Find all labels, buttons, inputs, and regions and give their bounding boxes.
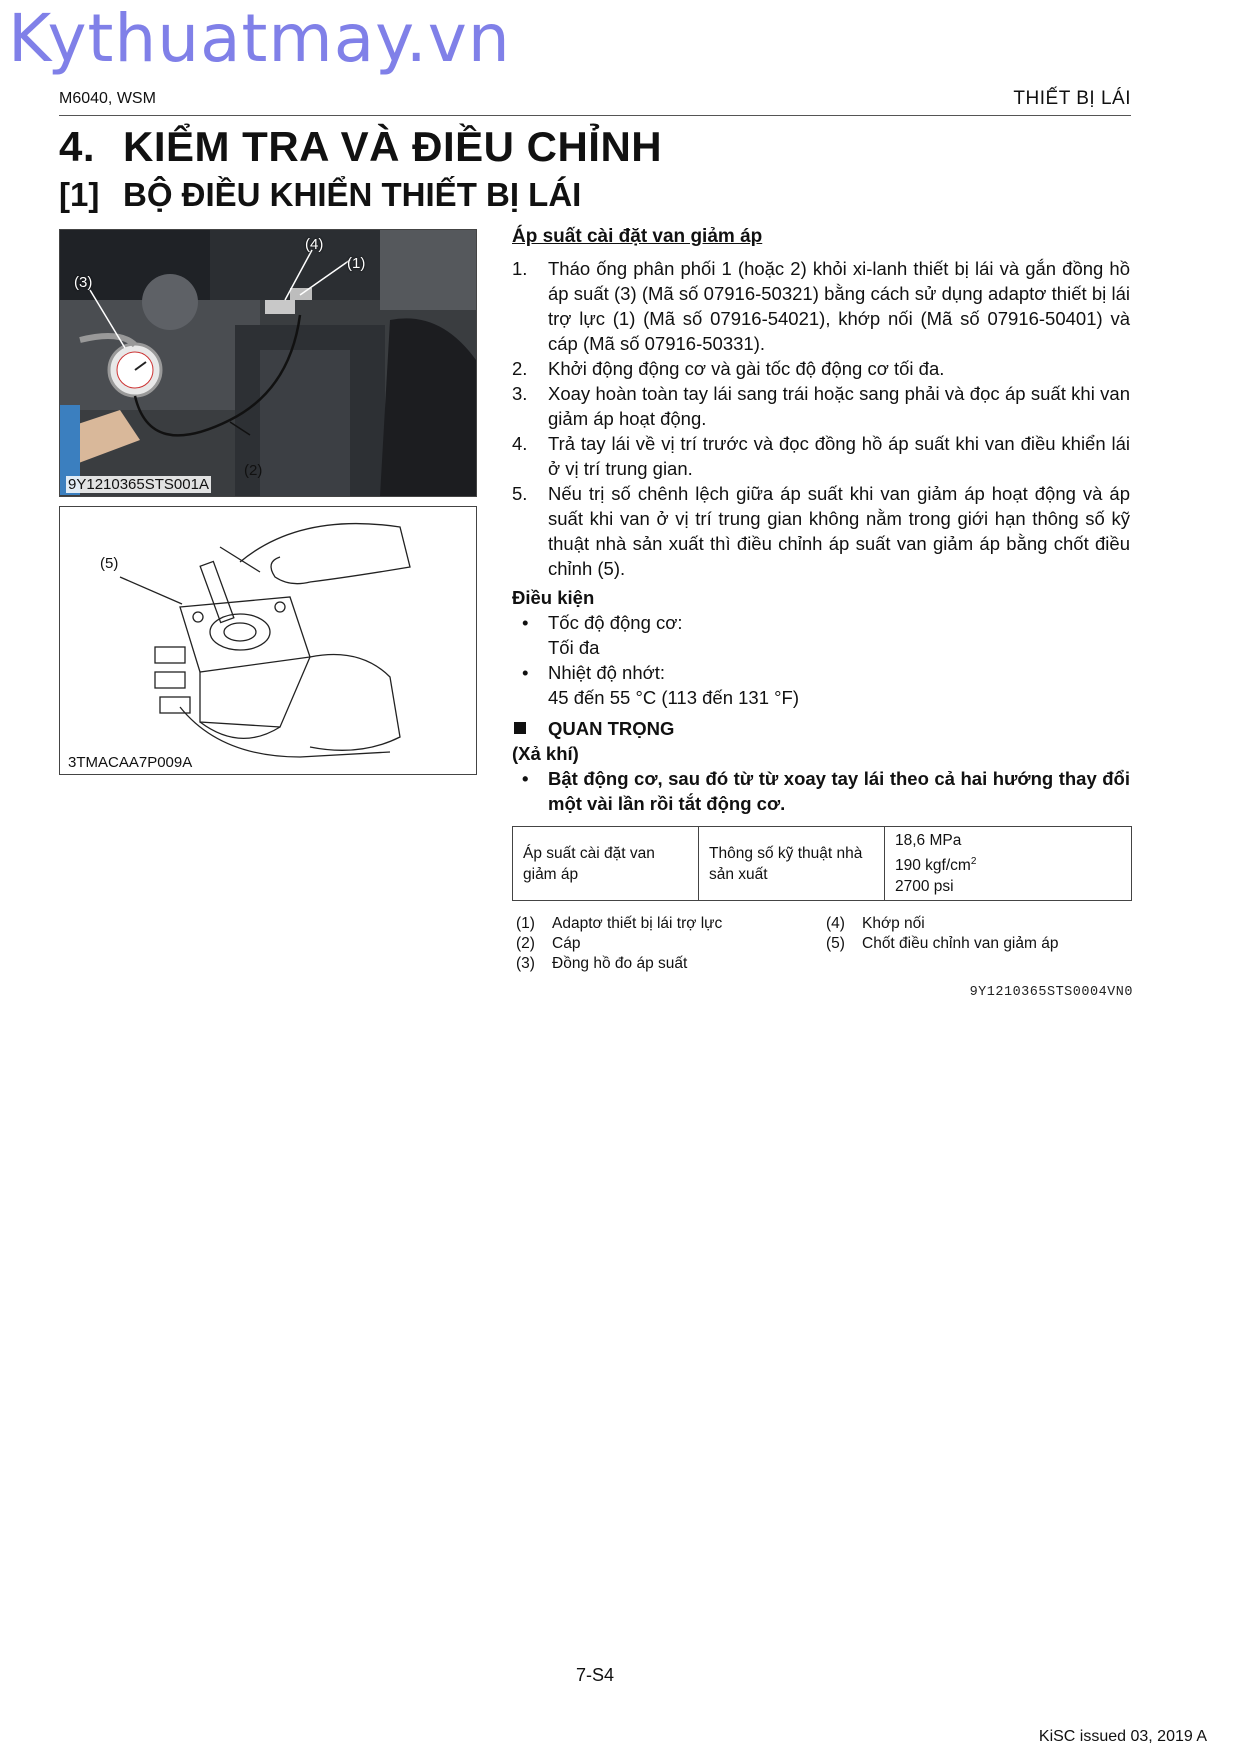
step-number: 1. [512, 258, 528, 279]
legend-label: Chốt điều chỉnh van giảm áp [862, 935, 1059, 952]
spec-type-cell: Thông số kỹ thuật nhà sản xuất [699, 827, 885, 901]
site-watermark: Kythuatmay.vn [8, 0, 511, 77]
legend-label: Cáp [552, 935, 581, 952]
square-bullet-icon [514, 722, 526, 734]
spec-value-mpa: 18,6 MPa [895, 832, 962, 849]
important-bullet [512, 766, 1130, 816]
step-number: 5. [512, 483, 528, 504]
spec-value-psi: 2700 psi [895, 878, 954, 896]
step-text: Khởi động động cơ và gài tốc độ động cơ tối đa. [548, 358, 945, 379]
subsection-title: BỘ ĐIỀU KHIỂN THIẾT BỊ LÁI [123, 176, 582, 213]
condition-item [512, 610, 1130, 635]
legend-key: (1) [516, 915, 535, 932]
figure-adjusting-pin-drawing [59, 506, 477, 775]
condition-value: 45 đến 55 °C (113 đến 131 °F) [548, 687, 800, 708]
important-title [512, 716, 1130, 741]
conditions-block [512, 585, 1130, 710]
step-text: Nếu trị số chênh lệch giữa áp suất khi van giảm áp hoạt động và áp suất khi van ở vị trí trung gian không nằm trong giới hạn thông số kỹ thuật nhà sản xuất thì điều chỉnh áp suất van giảm áp bằng chốt điều chỉnh (5). [548, 483, 1130, 579]
header-rule [59, 115, 1131, 116]
step-item [512, 431, 1130, 481]
callout-3: (3) [74, 274, 93, 291]
step-item [512, 481, 1130, 581]
conditions-title: Điều kiện [512, 587, 595, 608]
important-subtitle: (Xả khí) [512, 743, 579, 764]
legend-key: (4) [826, 915, 845, 932]
procedure-steps [512, 256, 1130, 581]
legend-item [512, 954, 822, 974]
spec-value-cell [885, 827, 1132, 901]
header-chapter: THIẾT BỊ LÁI [1013, 88, 1131, 109]
step-text: Xoay hoàn toàn tay lái sang trái hoặc sang phải và đọc áp suất khi van giảm áp hoạt động. [548, 383, 1130, 429]
spec-value-kgf-exponent: 2 [970, 856, 977, 867]
step-item [512, 256, 1130, 356]
steering-unit-drawing [60, 507, 476, 774]
step-number: 3. [512, 383, 528, 404]
parts-legend [512, 914, 1132, 974]
section-number: 4. [59, 123, 96, 170]
subsection-heading [59, 176, 581, 214]
step-item [512, 381, 1130, 431]
bullet-icon: • [522, 662, 529, 683]
issue-info: KiSC issued 03, 2019 A [1038, 1728, 1207, 1745]
legend-item [822, 914, 1132, 934]
bullet-icon: • [522, 768, 529, 789]
condition-label: Tốc độ động cơ: [548, 612, 683, 633]
section-heading [59, 123, 662, 171]
spec-value-kgf: 190 kgf/cm [895, 857, 971, 875]
figure1-caption: 9Y1210365STS001A [68, 476, 209, 493]
callout-4: (4) [305, 236, 324, 253]
callout-2: (2) [244, 462, 263, 479]
step-text: Trả tay lái về vị trí trước và đọc đồng hồ áp suất khi van điều khiển lái ở vị trí trung gian. [548, 433, 1130, 479]
step-text: Tháo ống phân phối 1 (hoặc 2) khỏi xi-lanh thiết bị lái và gắn đồng hồ áp suất (3) (Mã số 07916-50321) bằng cách sử dụng adaptơ thiết bị lái trợ lực (1) (Mã số 07916-54021), khớp nối (Mã số 07916-50401) và cáp (Mã số 07916-50331). [548, 258, 1130, 354]
legend-key: (2) [516, 935, 535, 952]
section-title: KIỂM TRA VÀ ĐIỀU CHỈNH [123, 123, 663, 170]
procedure-title: Áp suất cài đặt van giảm áp [512, 226, 763, 247]
condition-label: Nhiệt độ nhớt: [548, 662, 666, 683]
condition-value: Tối đa [548, 637, 600, 658]
spec-value-kgf-line [895, 851, 1121, 876]
header-model: M6040, WSM [59, 90, 156, 107]
legend-row [512, 914, 1132, 934]
legend-row [512, 954, 1132, 974]
callout-1: (1) [347, 255, 366, 272]
legend-key: (5) [826, 935, 845, 952]
important-bullet-text: Bật động cơ, sau đó từ từ xoay tay lái theo cả hai hướng thay đổi một vài lần rồi tắt động cơ. [548, 768, 1130, 814]
important-block [512, 716, 1130, 816]
figure2-caption: 3TMACAA7P009A [68, 754, 193, 771]
legend-key: (3) [516, 955, 535, 972]
legend-label: Adaptơ thiết bị lái trợ lực [552, 915, 723, 932]
spec-item-cell: Áp suất cài đặt van giảm áp [513, 827, 699, 901]
step-number: 2. [512, 358, 528, 379]
page-number: 7-S4 [575, 1665, 615, 1685]
subsection-number: [1] [59, 176, 100, 213]
legend-item [512, 934, 822, 954]
document-code: 9Y1210365STS0004VN0 [969, 985, 1133, 1000]
bullet-icon: • [522, 612, 529, 633]
figure-pressure-gauge-photo [59, 229, 477, 497]
tractor-photo-illustration [60, 230, 476, 496]
callout-5: (5) [100, 555, 119, 572]
legend-row [512, 934, 1132, 954]
condition-item [512, 660, 1130, 685]
step-item [512, 356, 1130, 381]
legend-item [822, 934, 1132, 954]
table-row [513, 827, 1132, 901]
legend-label: Đồng hồ đo áp suất [552, 955, 688, 972]
important-title-text: QUAN TRỌNG [548, 718, 675, 739]
legend-label: Khớp nối [862, 915, 925, 932]
spec-table [512, 826, 1132, 901]
legend-item [512, 914, 822, 934]
step-number: 4. [512, 433, 528, 454]
